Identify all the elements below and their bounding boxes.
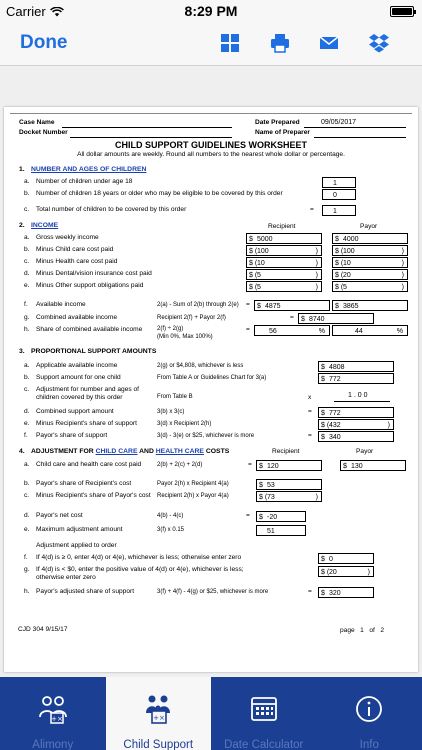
case-name-label: Case Name	[19, 119, 55, 126]
s1b-label: Number of children 18 years or older who may be eligible to be covered by this order	[36, 190, 283, 197]
s2g-formula: Recipient 2(f) + Payor 2(f)	[157, 315, 226, 321]
s4h-value: 320	[329, 590, 341, 597]
grid-icon[interactable]	[219, 32, 241, 54]
s4h-input[interactable]: $ 320	[318, 587, 374, 598]
s2b-recipient-input[interactable]: $ ( 100 )	[246, 245, 322, 256]
s2-payor-header: Payor	[360, 223, 378, 230]
svg-text:+×: +×	[50, 715, 63, 723]
s2e-letter: e.	[24, 282, 30, 289]
s4e-input[interactable]	[256, 525, 306, 536]
s2g-value: 8740	[309, 316, 325, 323]
status-bar	[0, 0, 422, 22]
s4a-letter: a.	[24, 461, 30, 468]
s2a-label: Gross weekly income	[36, 234, 99, 241]
s1c-letter: c.	[24, 206, 30, 213]
s2g-input[interactable]: $ 8740	[298, 313, 374, 324]
form-code: CJD 304 9/15/17	[18, 626, 68, 633]
s2h-label: Share of combined available income	[36, 326, 143, 333]
s1b-letter: b.	[24, 190, 30, 197]
s4-title: ADJUSTMENT FOR CHILD CARE AND HEALTH CARE COSTS	[31, 448, 230, 455]
s2h-recipient-input[interactable]: 56 %	[254, 325, 330, 336]
s4c-input[interactable]: $ ( 73 )	[256, 491, 322, 502]
s3f-formula: 3(d) - 3(e) or $25, whichever is more	[157, 433, 255, 439]
date-prepared-field[interactable]	[304, 127, 406, 128]
info-icon	[353, 693, 385, 725]
s3e-formula: 3(d) x Recipient 2(h)	[157, 421, 212, 427]
s3f-value: 340	[329, 434, 341, 441]
adjustment-label: Adjustment applied to order	[36, 542, 117, 549]
s1c-label: Total number of children to be covered by this order	[36, 206, 187, 213]
worksheet-page: Case Name Date Prepared 09/05/2017 Docket Number Name of Preparer CHILD SUPPORT GUIDELINES WORKSHEET All dollar amounts are weekly. Round all numbers to the nearest whole dollar or percentage. 1. NUMBER AND AGES OF CHILDREN a. Number of children under age 18 1 b. Number of children 18 years or older who may be eligible to be covered by this order 0 c. Total number of children to be covered by this order = 1 2. INCOME Recipient Payor a. Gross weekly income $ 5000 $ 4000 b. Minus Child care cost paid $ ( 100 ) $ ( 100 ) c. Minus Health care cost paid $ ( 10 ) $ ( 10 ) d. Minus Dental/vision insurance cost paid $ ( 5 ) $ ( 20 ) e. Minus Other support obligations paid $ ( 5 ) $ ( 5 ) f. Available income 2(a) - Sum of 2(b) through 2(e) = $ 4875 $ 3865 g. Combined available income Recipient 2(f) + Payor 2(f) = $ 8740 h. Share of combined available income 2(f) ÷ 2(g) (Min 0%, Max 100%) = 56 % 44 % 3. PROPORTIONAL SUPPORT AMOUNTS a. Applicable available income 2(g) or $4,808, whichever is less $ 4808 b. Support amount for one child From Table A or Guidelines Chart for 3(a) $ 772 c. Adjustment for number and ages of children covered by this order From Table B x 1 . 0 0 d. Combined support amount 3(b) x 3(c) = $ 772 e. Minus Recipient's share of support 3(d) x Recipient 2(h) $ ( 432 ) f. Payor's share of support 3(d) - 3(e) or $25, whichever is more = $ 340 4. ADJUSTMENT FOR CHILD CARE AND HEALTH CARE COSTS Recipient Payor a. Child care and health care cost paid 2(b) + 2(c) + 2(d) = $ 120 $ 130 b. Payor's share of Recipient's cost Payor 2(h) x Recipient 4(a) $ 53 c. Minus Recipient's share of Payor's cost Recipient 2(h) x Payor 4(a) $ ( 73 ) d. Payor's net cost 4(b) - 4(c) = $ -20 e. Maximum adjustment amount 3(f) x 0.15 51 Adjustment applied to order f. If 4(d) is ≥ 0, enter 4(d) or 4(e), whichever is less; otherwise enter zero $ 0 g. If 4(d) is < $0, enter the positive value of 4(d) or 4(e), whichever is less; otherwise enter zero $ ( 20 ) h. Payor's adjusted share of support 3(f) + 4(f) - 4(g) or $25, whichever is more = $ 320 CJD 304 9/15/17 page 1 of 2	[4, 107, 418, 672]
date-prepared-label: Date Prepared	[255, 119, 300, 126]
preparer-field[interactable]	[314, 137, 406, 138]
s4f-letter: f.	[24, 554, 28, 561]
worksheet-subtitle: All dollar amounts are weekly. Round all numbers to the nearest whole dollar or percentage.	[77, 151, 345, 158]
s4d-letter: d.	[24, 512, 30, 519]
s1a-input[interactable]	[322, 177, 356, 188]
s3a-label: Applicable available income	[36, 362, 118, 369]
s3-number: 3.	[19, 348, 25, 355]
s3b-value: 772	[329, 376, 341, 383]
s2b-label: Minus Child care cost paid	[36, 246, 114, 253]
s2h-payor-input[interactable]: 44 %	[332, 325, 408, 336]
s2f-payor-value: 3865	[343, 303, 359, 310]
s3c-label: Adjustment for number and ages of	[36, 386, 139, 393]
s3d-input[interactable]: $ 772	[318, 407, 394, 418]
s2a-recipient-input[interactable]: $ 5000	[246, 233, 322, 244]
health-care-link[interactable]: HEALTH CARE	[155, 448, 204, 455]
svg-text:+×: +×	[153, 714, 166, 722]
s2d-recipient-input[interactable]: $ ( 5 )	[246, 269, 322, 280]
s2-number: 2.	[19, 222, 25, 229]
s2d-recipient-value: 5	[257, 272, 261, 279]
s2a-recipient-value: 5000	[257, 236, 273, 243]
s2e-recipient-input[interactable]: $ ( 5 )	[246, 281, 322, 292]
s1c-value: 1	[333, 208, 337, 215]
s4g-letter: g.	[24, 566, 30, 573]
s4e-value: 51	[267, 528, 275, 535]
battery-icon	[390, 6, 414, 17]
s4-number: 4.	[19, 448, 25, 455]
s2f-label: Available income	[36, 301, 86, 308]
s4e-label: Maximum adjustment amount	[36, 526, 123, 533]
s2e-payor-input[interactable]: $ ( 5 )	[332, 281, 408, 292]
s1-title: NUMBER AND AGES OF CHILDREN	[31, 166, 147, 173]
s4h-letter: h.	[24, 588, 30, 595]
s2a-payor-value: 4000	[343, 236, 359, 243]
s4d-formula: 4(b) - 4(c)	[157, 513, 184, 519]
s4a-payor-input[interactable]: $ 130	[340, 460, 406, 471]
child-care-link[interactable]: CHILD CARE	[95, 448, 138, 455]
done-button[interactable]: Done	[20, 32, 68, 53]
tab-alimony[interactable]	[0, 677, 106, 750]
s2-title: INCOME	[31, 222, 59, 229]
s3e-letter: e.	[24, 420, 30, 427]
calendar-icon	[248, 693, 280, 725]
tab-child-support-label: Child Support	[123, 739, 194, 750]
s2a-letter: a.	[24, 234, 30, 241]
s4g-label-2: otherwise enter zero	[36, 574, 96, 581]
s1a-value: 1	[333, 180, 337, 187]
s4e-letter: e.	[24, 526, 30, 533]
s3d-value: 772	[329, 410, 341, 417]
s1b-input[interactable]	[322, 189, 356, 200]
s3f-input[interactable]: $ 340	[318, 431, 394, 442]
s1-number: 1.	[19, 166, 25, 173]
tab-date-calculator-label: Date Calculator	[224, 739, 304, 750]
s1a-letter: a.	[24, 178, 30, 185]
s4f-input[interactable]: $ 0	[318, 553, 374, 564]
s4a-formula: 2(b) + 2(c) + 2(d)	[157, 462, 203, 468]
s4c-label: Minus Recipient's share of Payor's cost	[36, 492, 151, 499]
s3c-multiply: x	[308, 394, 312, 401]
s4a-recipient-value: 120	[267, 463, 279, 470]
s4b-label: Payor's share of Recipient's cost	[36, 480, 132, 487]
s3d-formula: 3(b) x 3(c)	[157, 409, 185, 415]
docket-number-label: Docket Number	[19, 129, 68, 136]
s3b-letter: b.	[24, 374, 30, 381]
s3d-label: Combined support amount	[36, 408, 114, 415]
s3a-value: 4808	[329, 364, 345, 371]
s4g-value: 20	[329, 569, 337, 576]
s4b-formula: Payor 2(h) x Recipient 4(a)	[157, 481, 229, 487]
s2d-letter: d.	[24, 270, 30, 277]
s3d-letter: d.	[24, 408, 30, 415]
s3b-formula: From Table A or Guidelines Chart for 3(a)	[157, 375, 267, 381]
s3a-letter: a.	[24, 362, 30, 369]
s1b-value: 0	[333, 192, 337, 199]
tab-child-support[interactable]	[106, 677, 212, 750]
preparer-label: Name of Preparer	[255, 129, 310, 136]
document-area[interactable]	[0, 67, 422, 677]
s4c-letter: c.	[24, 492, 30, 499]
s2h-payor-value: 44	[355, 328, 363, 335]
s2e-payor-value: 5	[343, 284, 347, 291]
s2f-letter: f.	[24, 301, 28, 308]
page-current: 1	[360, 627, 364, 634]
status-time: 8:29 PM	[184, 3, 238, 19]
s2d-payor-input[interactable]: $ ( 20 )	[332, 269, 408, 280]
worksheet-title: CHILD SUPPORT GUIDELINES WORKSHEET	[114, 140, 307, 150]
case-name-field[interactable]	[62, 127, 232, 128]
s2c-recipient-input[interactable]: $ ( 10 )	[246, 257, 322, 268]
dropbox-icon[interactable]	[368, 32, 390, 54]
s4b-input[interactable]: $ 53	[256, 479, 322, 490]
s4f-value: 0	[329, 556, 333, 563]
s4h-label: Payor's adjusted share of support	[36, 588, 135, 595]
s2e-recipient-value: 5	[257, 284, 261, 291]
child-support-icon	[142, 693, 174, 725]
s2c-label: Minus Health care cost paid	[36, 258, 118, 265]
page-top-rule	[10, 113, 412, 114]
s2f-formula: 2(a) - Sum of 2(b) through 2(e)	[157, 302, 239, 308]
s4a-recipient-input[interactable]: $ 120	[256, 460, 322, 471]
carrier-label: Carrier	[6, 4, 46, 19]
tab-info-label: Info	[359, 739, 379, 750]
page-total: 2	[380, 627, 385, 634]
s3b-input[interactable]: $ 772	[318, 373, 394, 384]
s1c-equals: =	[310, 206, 314, 213]
page-indicator: page 1 of 2	[340, 627, 385, 634]
s2g-letter: g.	[24, 314, 30, 321]
s4a-label: Child care and health care cost paid	[36, 461, 142, 468]
s3a-input[interactable]: $ 4808	[318, 361, 394, 372]
s2g-label: Combined available income	[36, 314, 118, 321]
s3c-input[interactable]	[334, 401, 390, 402]
tab-info[interactable]	[317, 677, 422, 750]
s3c-label-2: children covered by this order	[36, 394, 123, 401]
s2h-formula: 2(f) ÷ 2(g)	[157, 326, 184, 332]
tab-alimony-label: Alimony	[32, 739, 74, 750]
nav-bar	[0, 22, 422, 66]
s1c-input[interactable]	[322, 205, 356, 216]
s3e-value: 432	[329, 422, 341, 429]
s2b-recipient-value: 100	[257, 248, 269, 255]
s2c-payor-input[interactable]: $ ( 10 )	[332, 257, 408, 268]
s3c-formula: From Table B	[157, 394, 193, 400]
s4h-formula: 3(f) + 4(f) - 4(g) or $25, whichever is more	[157, 589, 269, 595]
s4b-value: 53	[267, 482, 275, 489]
s2c-letter: c.	[24, 258, 30, 265]
date-prepared-value: 09/05/2017	[321, 119, 357, 126]
s3a-formula: 2(g) or $4,808, whichever is less	[157, 363, 244, 369]
s2f-recipient-value: 4875	[265, 303, 281, 310]
s3f-label: Payor's share of support	[36, 432, 108, 439]
s4c-value: 73	[267, 494, 275, 501]
s4g-input[interactable]: $ ( 20 )	[318, 566, 374, 577]
s4e-formula: 3(f) x 0.15	[157, 527, 185, 533]
s3-title: PROPORTIONAL SUPPORT AMOUNTS	[31, 348, 157, 355]
s2b-payor-value: 100	[343, 248, 355, 255]
s2b-letter: b.	[24, 246, 30, 253]
s2-recipient-header: Recipient	[268, 223, 296, 230]
s2b-payor-input[interactable]: $ ( 100 )	[332, 245, 408, 256]
mail-icon[interactable]	[318, 32, 340, 54]
s4a-payor-value: 130	[351, 463, 363, 470]
s4g-label: If 4(d) is < $0, enter the positive value of 4(d) or 4(e), whichever is less;	[36, 566, 244, 573]
s3b-label: Support amount for one child	[36, 374, 121, 381]
s2a-payor-input[interactable]: $ 4000	[332, 233, 408, 244]
s3e-input[interactable]: $ ( 432 )	[318, 419, 394, 430]
tab-bar	[0, 677, 422, 750]
s2d-payor-value: 20	[343, 272, 351, 279]
s4d-input[interactable]: $ -20	[256, 511, 306, 522]
s3c-value: 1 . 0 0	[348, 392, 368, 399]
s2h-recipient-value: 56	[269, 328, 277, 335]
s2h-letter: h.	[24, 326, 30, 333]
s3f-letter: f.	[24, 432, 28, 439]
s4-recipient-header: Recipient	[272, 448, 300, 455]
s4b-letter: b.	[24, 480, 30, 487]
s2d-label: Minus Dental/vision insurance cost paid	[36, 270, 152, 277]
tab-date-calculator[interactable]	[211, 677, 317, 750]
s1a-label: Number of children under age 18	[36, 178, 133, 185]
s4c-formula: Recipient 2(h) x Payor 4(a)	[157, 493, 229, 499]
s4d-label: Payor's net cost	[36, 512, 83, 519]
s4d-value: -20	[267, 514, 278, 521]
s2f-payor-input[interactable]: $ 3865	[332, 300, 408, 311]
s2c-payor-value: 10	[343, 260, 351, 267]
alimony-icon	[37, 693, 69, 725]
s2h-range-note: (Min 0%, Max 100%)	[157, 334, 213, 340]
s4f-label: If 4(d) is ≥ 0, enter 4(d) or 4(e), whichever is less; otherwise enter zero	[36, 554, 242, 561]
docket-number-field[interactable]	[70, 137, 232, 138]
s2c-recipient-value: 10	[257, 260, 265, 267]
s2f-recipient-input[interactable]: $ 4875	[254, 300, 330, 311]
s3e-label: Minus Recipient's share of support	[36, 420, 137, 427]
s3c-letter: c.	[24, 386, 30, 393]
print-icon[interactable]	[269, 32, 291, 54]
s2e-label: Minus Other support obligations paid	[36, 282, 144, 289]
s4-payor-header: Payor	[356, 448, 374, 455]
